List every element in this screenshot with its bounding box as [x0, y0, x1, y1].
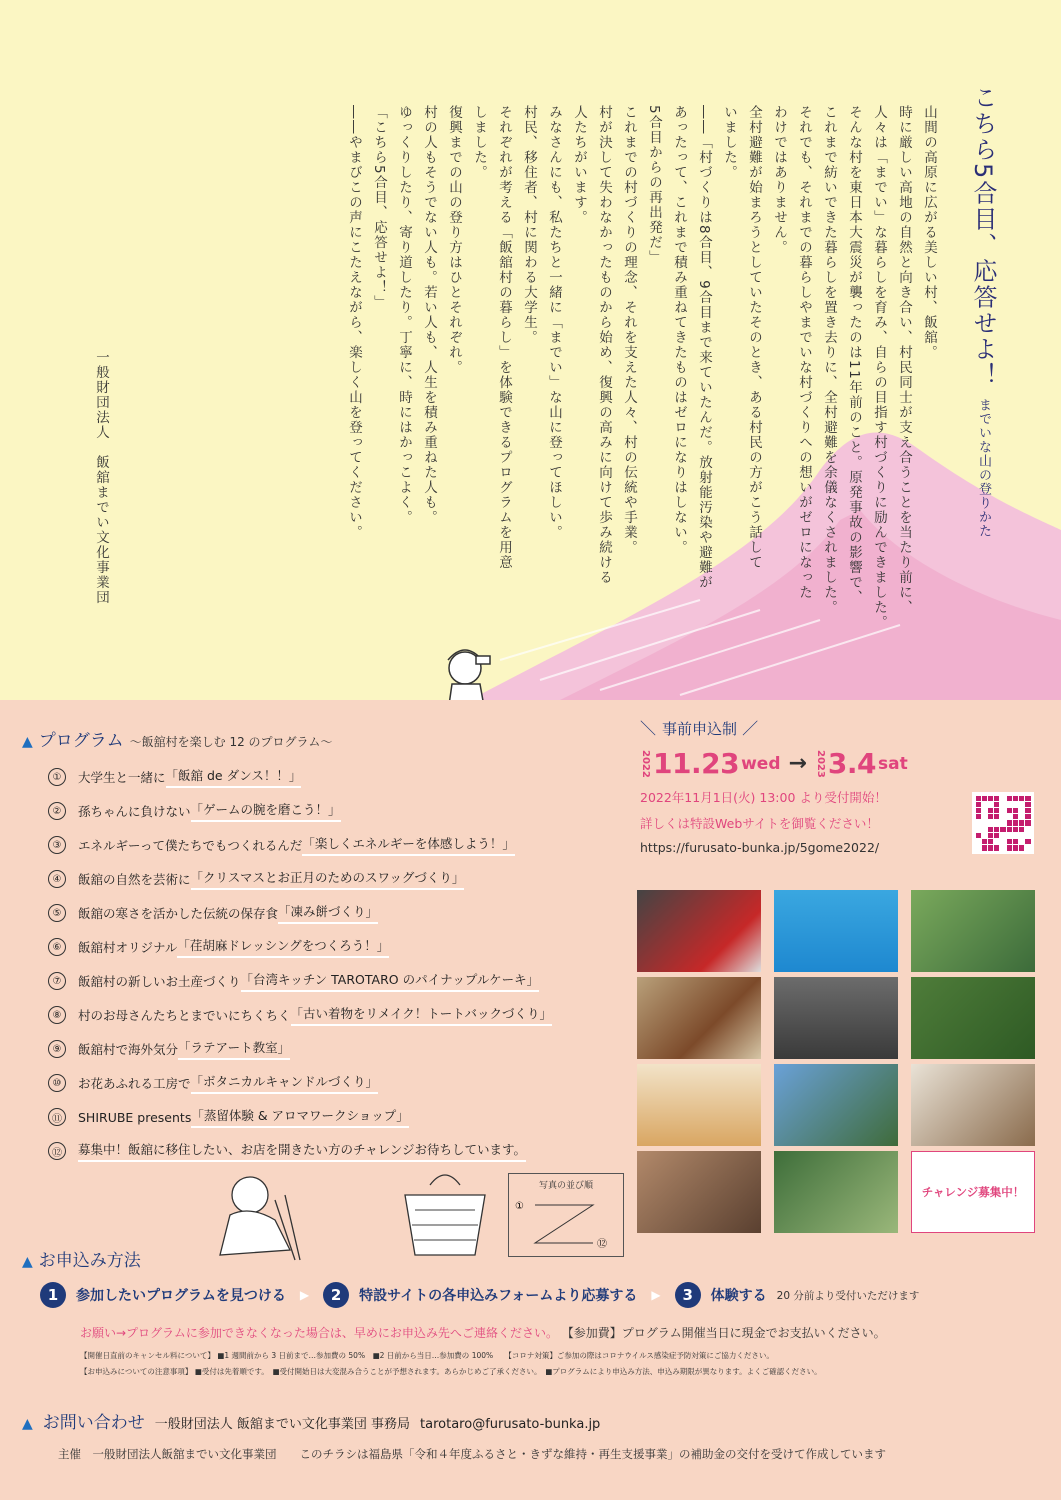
photo-dance	[637, 890, 761, 972]
program-title: 「ラテアート教室」	[178, 1038, 290, 1060]
qr-module	[1013, 845, 1018, 850]
program-title: 「クリスマスとお正月のためのスワッグづくり」	[191, 868, 465, 890]
program-intro: 飯舘村で海外気分	[78, 1042, 179, 1057]
step-number: 3	[675, 1282, 701, 1308]
contact-heading: お問い合わせ	[42, 1413, 145, 1433]
story-signature: 一般財団法人 飯舘までい文化事業団	[93, 350, 109, 605]
program-number: ⑫	[48, 1142, 66, 1160]
qr-module	[1000, 839, 1005, 844]
story-line: これまでの村づくりの理念、それを支えた人々、村の伝統や手業。	[621, 105, 637, 555]
registration-label-text: 事前申込制	[662, 720, 738, 738]
program-item	[48, 964, 608, 998]
qr-module	[1019, 808, 1024, 813]
step-label: 特設サイトの各申込みフォームより応募する	[359, 1288, 638, 1304]
triangle-icon: ▲	[22, 1416, 33, 1432]
apply-heading	[22, 1246, 141, 1271]
program-intro: 村のお母さんたちとまでいにちくちく	[78, 1008, 291, 1023]
contact-org: 一般財団法人 飯舘までい文化事業団 事務局	[154, 1417, 411, 1432]
qr-module	[1000, 820, 1005, 825]
qr-module	[1000, 833, 1005, 838]
program-item	[48, 1032, 608, 1066]
start-year: 2022	[640, 749, 651, 778]
photo-tote-bag	[774, 1064, 898, 1146]
challenge-box: チャレンジ募集中！	[911, 1151, 1035, 1233]
step-number: 1	[40, 1282, 66, 1308]
qr-module	[976, 814, 981, 819]
story-line: 人たちがいます。	[571, 105, 587, 225]
qr-module	[1025, 814, 1030, 819]
story-line: 人々は「までい」な暮らしを育み、自らの目指す村づくりに励んできました。	[871, 105, 887, 630]
qr-module	[1019, 814, 1024, 819]
qr-module	[1007, 802, 1012, 807]
program-intro: 飯舘村オリジナル	[78, 940, 178, 955]
step3-note: 20 分前より受付いただけます	[776, 1289, 920, 1302]
qr-module	[994, 833, 999, 838]
programs-subheading: 〜飯舘村を楽しむ 12 のプログラム〜	[129, 735, 333, 749]
photo-order-legend	[508, 1173, 624, 1257]
qr-module	[1007, 808, 1012, 813]
arrow-right-icon: →	[788, 751, 807, 776]
photo-egoma	[911, 977, 1035, 1059]
qr-module	[1007, 796, 1012, 801]
program-title: 「ゲームの腕を磨こう！」	[191, 800, 341, 822]
fine-print-1: 【開催日直前のキャンセル料について】 ■1 週間前から 3 日前まで…参加費の 50% ■2 日前から当日…参加費の 100% 【コロナ対策】ご参加の際はコロナウイルス感染症予防対策にご協力ください。	[80, 1351, 774, 1360]
program-item	[48, 862, 608, 896]
triangle-icon: ▲	[22, 1254, 33, 1270]
story-line: 「こちら5合目、応答せよ！」	[371, 105, 387, 311]
start-date: 11.23	[653, 747, 740, 780]
headline-subtitle: までいな山の登りかた	[976, 397, 991, 538]
step-number: 2	[323, 1282, 349, 1308]
story-line: 5合目からの再出発だ」	[646, 105, 662, 266]
story-line: いました。	[721, 105, 737, 180]
qr-module	[988, 827, 993, 832]
photo-latte-art	[911, 1064, 1035, 1146]
date-range	[640, 747, 970, 780]
qr-module	[1007, 814, 1012, 819]
story-line: しました。	[471, 105, 487, 180]
qr-module	[1025, 845, 1030, 850]
registration-label: ＼ 事前申込制 ／	[640, 719, 759, 738]
program-number: ⑪	[48, 1108, 66, 1126]
qr-module	[1025, 839, 1030, 844]
program-intro: エネルギーって僕たちでもつくれるんだ	[78, 838, 303, 853]
program-number: ⑧	[48, 1006, 66, 1024]
story-line: みなさんにも、私たちと一緒に「までい」な山に登ってほしい。	[546, 105, 562, 540]
story-line: これまで紡いできた暮らしを置き去りに、全村避難を余儀なくされました。	[821, 105, 837, 615]
program-intro: お花あふれる工房で	[78, 1076, 191, 1091]
qr-module	[1013, 827, 1018, 832]
story-line: 村が決して失わなかったものから始め、復興の高みに向けて歩み続ける	[596, 105, 612, 585]
start-dow: wed	[741, 753, 781, 774]
end-date: 3.4	[827, 747, 877, 780]
program-intro: 飯舘の自然を芸術に	[78, 872, 191, 887]
program-intro: 飯舘の寒さを活かした伝統の保存食	[78, 906, 279, 921]
photo-order-diagram	[513, 1191, 619, 1251]
qr-module	[1000, 808, 1005, 813]
photo-pineapple-cake	[637, 1064, 761, 1146]
story-line: それでも、それまでの暮らしやまでいな村づくりへの想いがゼロになった	[796, 105, 812, 600]
fee-text: 【参加費】プログラム開催当日に現金でお支払いください。	[561, 1326, 886, 1340]
story-line: あったって、これまで積み重ねてきたものはゼロになりはしない。	[671, 105, 687, 555]
qr-module	[1013, 808, 1018, 813]
website-link[interactable]: https://furusato-bunka.jp/5gome2022/	[640, 840, 880, 855]
qr-module	[988, 839, 993, 844]
qr-module	[1025, 796, 1030, 801]
qr-module	[976, 827, 981, 832]
story-text	[341, 105, 941, 695]
story-line: 復興までの山の登り方はひとそれぞれ。	[446, 105, 462, 375]
contact-email[interactable]: tarotaro@furusato-bunka.jp	[420, 1417, 601, 1432]
qr-module	[1019, 796, 1024, 801]
qr-module	[1025, 827, 1030, 832]
qr-module	[1025, 820, 1030, 825]
qr-module	[994, 845, 999, 850]
qr-module	[1000, 845, 1005, 850]
headline-title: こちら5合目、応答せよ！	[969, 85, 997, 389]
arrow-right-icon: ▶	[299, 1288, 310, 1302]
program-number: ⑥	[48, 938, 66, 956]
story-line: ――「村づくりは8合目、9合目まで来ていたんだ。放射能汚染や避難が	[696, 105, 712, 591]
qr-module	[994, 820, 999, 825]
qr-module	[982, 833, 987, 838]
qr-module	[976, 833, 981, 838]
apply-notice	[80, 1324, 886, 1341]
story-line: ――やまびこの声にこたえながら、楽しく山を登ってください。	[346, 105, 362, 540]
program-item	[48, 1100, 608, 1134]
qr-module	[1000, 814, 1005, 819]
qr-module	[994, 808, 999, 813]
program-item	[48, 896, 608, 930]
program-intro: 大学生と一緒に	[78, 770, 166, 785]
qr-module	[982, 839, 987, 844]
program-title: 「台湾キッチン TAROTARO のパイナップルケーキ」	[241, 970, 540, 992]
qr-module	[1025, 802, 1030, 807]
program-title: 「ボタニカルキャンドルづくり」	[191, 1072, 379, 1094]
program-item	[48, 998, 608, 1032]
program-list	[48, 760, 608, 1168]
qr-module	[988, 802, 993, 807]
program-intro: 飯舘村の新しいお土産づくり	[78, 974, 241, 989]
program-title: 募集中！飯舘に移住したい、お店を開きたい方のチャレンジお待ちしています。	[78, 1140, 526, 1162]
qr-module	[1013, 814, 1018, 819]
arrow-right-icon: ▶	[651, 1288, 661, 1302]
qr-module	[1019, 820, 1024, 825]
contact-section	[22, 1408, 600, 1433]
program-intro: 孫ちゃんに負けない	[78, 804, 191, 819]
photo-order-end: ⑫	[597, 1239, 607, 1250]
program-item	[48, 1066, 608, 1100]
end-dow: sat	[878, 753, 908, 774]
qr-module	[982, 845, 987, 850]
story-line: 全村避難が始まろうとしていたそのとき、ある村民の方がこう話して	[746, 105, 762, 570]
program-number: ①	[48, 768, 66, 786]
illustration-sewing	[200, 1165, 500, 1265]
photo-shimimochi	[774, 977, 898, 1059]
qr-module	[976, 808, 981, 813]
program-title: 「古い着物をリメイク！トートバックづくり」	[291, 1004, 553, 1026]
qr-module	[994, 796, 999, 801]
qr-module	[976, 796, 981, 801]
photo-order-title: 写真の並び順	[538, 1181, 593, 1191]
story-line: わけではありません。	[771, 105, 787, 255]
story-line: ゆっくりしたり、寄り道したり。丁寧に、時にはかっこよく。	[396, 105, 412, 525]
story-line: 時に厳しい高地の自然と向き合い、村民同士が支え合うことを当たり前に、	[896, 105, 912, 615]
photo-grid	[637, 890, 1035, 1233]
program-title: 「蒸留体験 & アロマワークショップ」	[191, 1106, 408, 1128]
qr-module	[976, 820, 981, 825]
qr-module	[1013, 833, 1018, 838]
qr-module	[988, 808, 993, 813]
step-label: 体験する	[710, 1288, 767, 1304]
program-title: 「飯舘 de ダンス！！」	[166, 766, 302, 788]
program-title: 「荏胡麻ドレッシングをつくろう！」	[177, 936, 389, 958]
triangle-icon: ▲	[22, 734, 33, 750]
programs-heading-text: プログラム	[38, 731, 124, 751]
qr-module	[1013, 796, 1018, 801]
program-number: ②	[48, 802, 66, 820]
program-number: ⑨	[48, 1040, 66, 1058]
qr-module	[988, 833, 993, 838]
photo-swag	[637, 977, 761, 1059]
qr-module	[982, 827, 987, 832]
program-intro: SHIRUBE presents	[78, 1109, 192, 1125]
fine-print-2: 【お申込みについての注意事項】 ■受付は先着順です。 ■受付開始日は大変混み合うことが予想されます。あらかじめご了承ください。 ■プログラムにより申込み方法、申込み期限が異なります。よくご確認ください。	[80, 1367, 822, 1376]
photo-energy	[911, 890, 1035, 972]
qr-module	[994, 802, 999, 807]
qr-module	[1019, 845, 1024, 850]
program-item	[48, 1134, 608, 1168]
qr-module	[1019, 833, 1024, 838]
qr-module	[982, 802, 987, 807]
registration-info	[640, 716, 970, 855]
program-title: 「凍み餅づくり」	[278, 902, 378, 924]
notice-text: お願い→プログラムに参加できなくなった場合は、早めにお申込み先へご連絡ください。	[80, 1326, 558, 1340]
intro-section	[0, 0, 1061, 700]
qr-module	[1019, 839, 1024, 844]
qr-module	[1007, 839, 1012, 844]
story-line: 山間の高原に広がる美しい村、飯舘。	[921, 105, 937, 360]
story-line: そんな村を東日本大震災が襲ったのは11年前のこと。原発事故の影響で、	[846, 105, 862, 606]
program-number: ⑦	[48, 972, 66, 990]
qr-module	[988, 845, 993, 850]
qr-module	[1019, 827, 1024, 832]
qr-module	[1013, 802, 1018, 807]
qr-module	[1013, 820, 1018, 825]
apply-steps	[40, 1282, 919, 1308]
open-line: 2022年11月1日(火) 13:00 より受付開始！	[640, 790, 887, 805]
qr-module	[1007, 845, 1012, 850]
qr-module	[982, 820, 987, 825]
qr-module	[994, 814, 999, 819]
story-line: 村民、移住者、村に関わる大学生。	[521, 105, 537, 345]
program-number: ④	[48, 870, 66, 888]
qr-module	[1007, 833, 1012, 838]
detail-line: 詳しくは特設Webサイトを御覧ください！	[640, 816, 879, 831]
headline	[966, 85, 1001, 538]
program-number: ⑤	[48, 904, 66, 922]
qr-module	[1025, 833, 1030, 838]
programs-heading	[22, 726, 332, 751]
photo-candle	[637, 1151, 761, 1233]
qr-module	[1000, 802, 1005, 807]
qr-module	[1025, 808, 1030, 813]
story-line: 村の人もそうでない人も。若い人も、人生を積み重ねた人も。	[421, 105, 437, 525]
qr-module	[982, 796, 987, 801]
story-line: それぞれが考える「飯舘村の暮らし」を体験できるプログラムを用意	[496, 105, 512, 570]
qr-module	[1013, 839, 1018, 844]
qr-module	[988, 814, 993, 819]
qr-module	[982, 814, 987, 819]
qr-module	[976, 845, 981, 850]
program-title: 「楽しくエネルギーを体感しよう！」	[302, 834, 515, 856]
qr-module	[1019, 802, 1024, 807]
program-item	[48, 828, 608, 862]
qr-code-icon[interactable]	[972, 792, 1034, 854]
qr-module	[976, 839, 981, 844]
qr-module	[988, 796, 993, 801]
host-line: 主催 一般財団法人飯舘までい文化事業団 このチラシは福島県「令和４年度ふるさと・きずな維持・再生支援事業」の補助金の交付を受けて作成しています	[58, 1447, 886, 1461]
photo-aroma	[774, 1151, 898, 1233]
program-item	[48, 930, 608, 964]
program-number: ⑩	[48, 1074, 66, 1092]
qr-module	[1007, 820, 1012, 825]
photo-game	[774, 890, 898, 972]
program-number: ③	[48, 836, 66, 854]
qr-module	[988, 820, 993, 825]
program-item	[48, 760, 608, 794]
qr-module	[994, 839, 999, 844]
end-year: 2023	[814, 749, 826, 778]
apply-heading-text: お申込み方法	[38, 1251, 141, 1271]
step-label: 参加したいプログラムを見つける	[76, 1288, 286, 1304]
qr-module	[982, 808, 987, 813]
qr-module	[1007, 827, 1012, 832]
photo-order-start: ①	[515, 1201, 524, 1212]
qr-module	[1000, 796, 1005, 801]
qr-module	[994, 827, 999, 832]
qr-module	[1000, 827, 1005, 832]
qr-module	[976, 802, 981, 807]
program-item	[48, 794, 608, 828]
